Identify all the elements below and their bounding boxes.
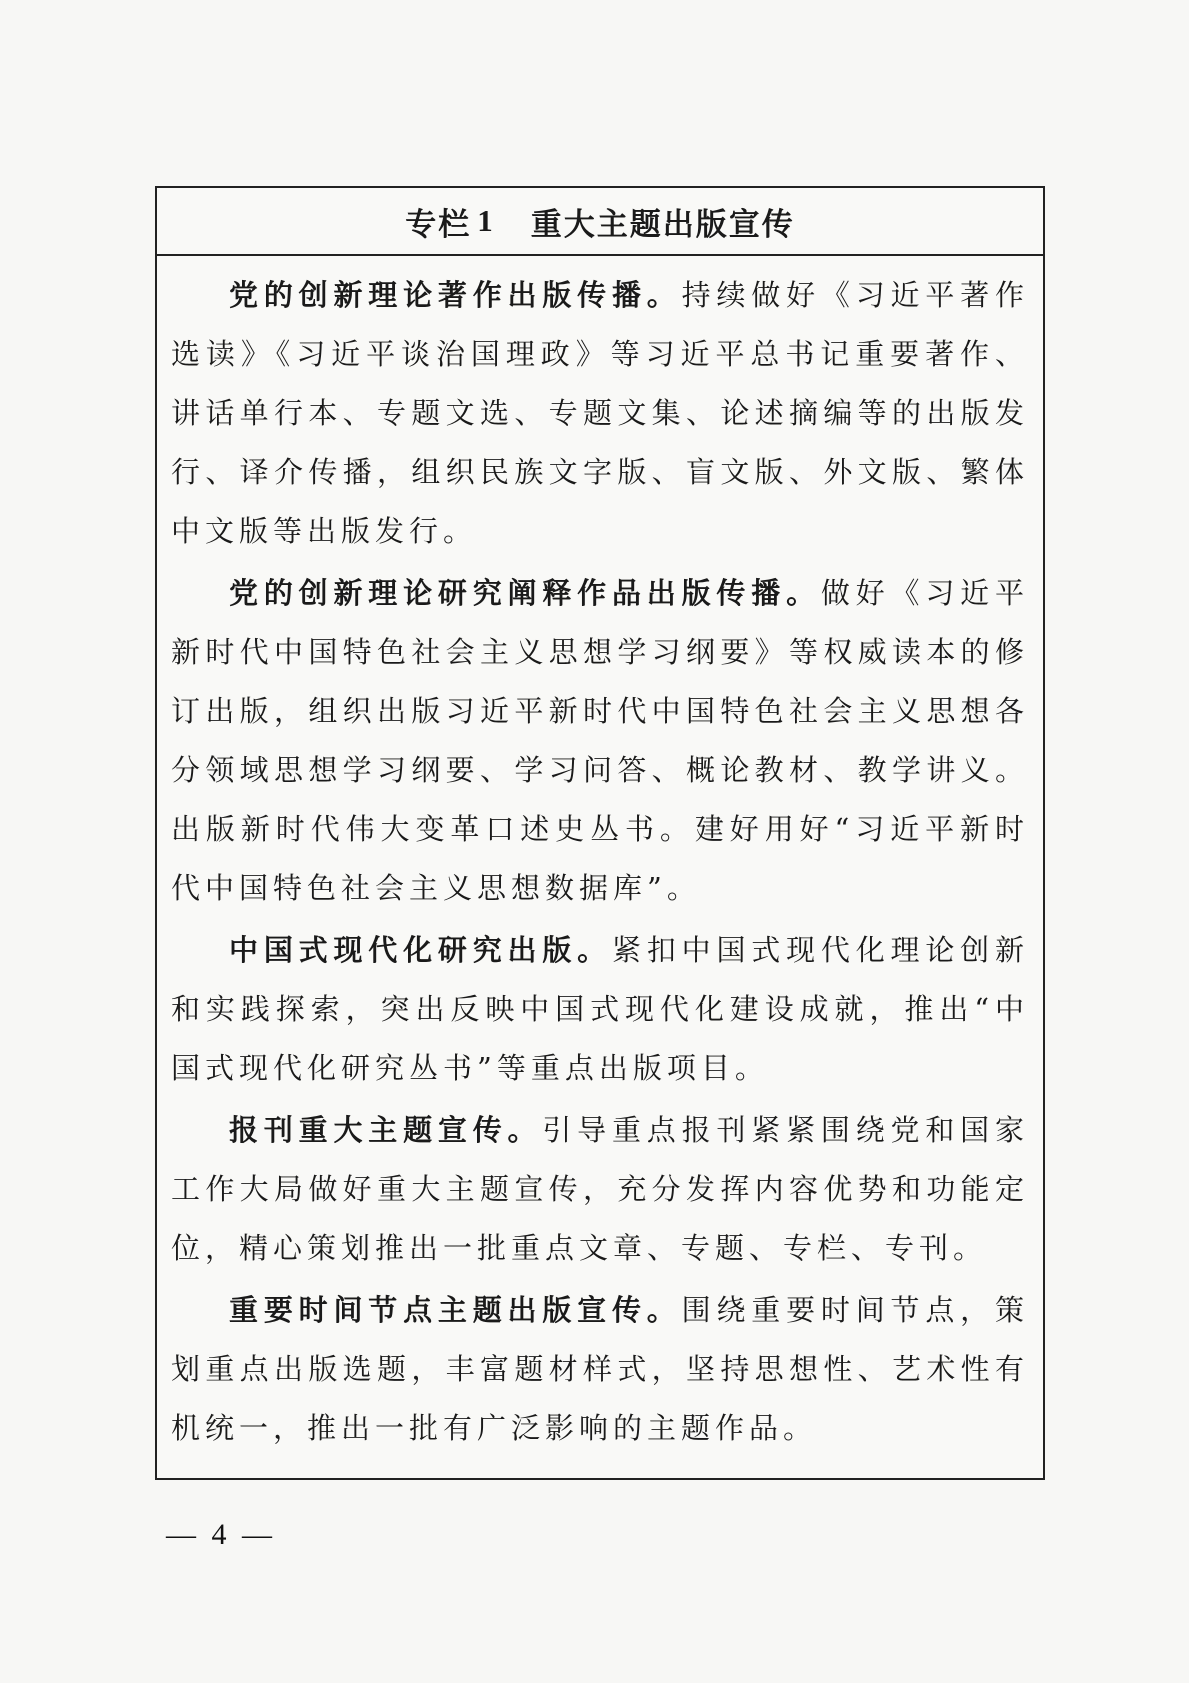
paragraph-1 — [171, 266, 1029, 561]
paragraph-4 — [171, 1101, 1029, 1278]
paragraph-text: 紧扣中国式现代化理论创新和实践探索，突出反映中国式现代化建设成就，推出“中国式现代化研究丛书”等重点出版项目。 — [171, 933, 1029, 1085]
page-number: — 4 — — [166, 1518, 276, 1551]
paragraph-text: 持续做好《习近平著作选读》《习近平谈治国理政》等习近平总书记重要著作、讲话单行本、专题文选、专题文集、论述摘编等的出版发行、译介传播，组织民族文字版、盲文版、外文版、繁体中文版等出版发行。 — [171, 278, 1029, 548]
paragraph-text: 引导重点报刊紧紧围绕党和国家工作大局做好重大主题宣传，充分发挥内容优势和功能定位，精心策划推出一批重点文章、专题、专栏、专刊。 — [171, 1113, 1029, 1265]
paragraph-text: 围绕重要时间节点，策划重点出版选题，丰富题材样式，坚持思想性、艺术性有机统一，推出一批有广泛影响的主题作品。 — [171, 1293, 1029, 1445]
paragraph-lead: 报刊重大主题宣传。 — [229, 1113, 543, 1147]
paragraph-lead: 重要时间节点主题出版宣传。 — [229, 1293, 682, 1327]
column-box — [155, 186, 1045, 1480]
paragraph-lead: 中国式现代化研究出版。 — [229, 933, 612, 967]
column-label: 专栏 — [405, 206, 472, 243]
paragraph-5 — [171, 1281, 1029, 1458]
paragraph-2 — [171, 564, 1029, 918]
column-title: 重大主题出版宣传 — [530, 206, 795, 243]
paragraph-text: 做好《习近平新时代中国特色社会主义思想学习纲要》等权威读本的修订出版，组织出版习近平新时代中国特色社会主义思想各分领域思想学习纲要、学习问答、概论教材、教学讲义。出版新时代伟大变革口述史丛书。建好用好“习近平新时代中国特色社会主义思想数据库”。 — [171, 576, 1029, 905]
column-number: 1 — [477, 203, 495, 238]
paragraph-lead: 党的创新理论研究阐释作品出版传播。 — [229, 576, 821, 610]
column-box-header — [157, 188, 1043, 256]
paragraph-lead: 党的创新理论著作出版传播。 — [229, 278, 682, 312]
column-box-body — [157, 256, 1043, 1458]
paragraph-3 — [171, 921, 1029, 1098]
